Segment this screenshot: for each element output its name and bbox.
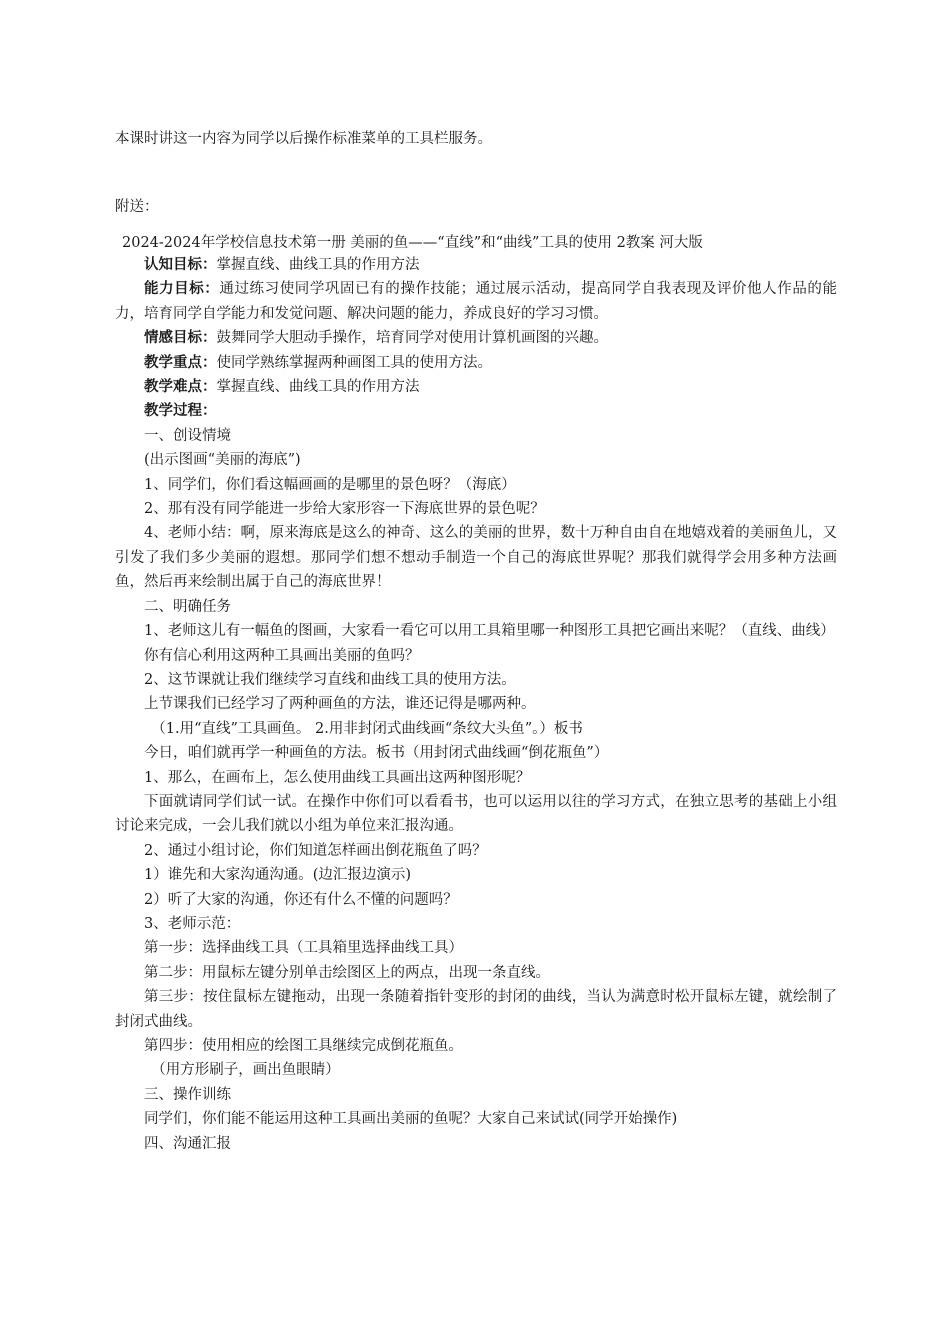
teaching-difficulty-label: 教学难点： (144, 378, 217, 396)
process-paragraph: 2、这节课就让我们继续学习直线和曲线工具的使用方法。 (144, 671, 516, 688)
teaching-key-point-text: 使同学熟练掌握两种画图工具的使用方法。 (216, 354, 492, 371)
process-paragraph: 四、沟通汇报 (144, 1135, 231, 1152)
process-paragraph: 第二步：用鼠标左键分别单击绘图区上的两点，出现一条直线。 (144, 964, 550, 981)
intro-line: 本课时讲这一内容为同学以后操作标准菜单的工具栏服务。 (115, 131, 492, 147)
teaching-key-point (115, 351, 837, 375)
ability-objective-text: 通过练习使同学巩固已有的操作技能；通过展示活动，提高同学自我表现及评价他人作品的能力，培育同学自学能力和发觉问题、解决问题的能力，养成良好的学习习惯。 (115, 281, 837, 322)
process-paragraph: 二、明确任务 (144, 598, 231, 615)
process-paragraph: 2、那有没有同学能进一步给大家形容一下海底世界的景色呢？ (144, 501, 545, 518)
process-paragraph: （1.用“直线”工具画鱼。 2.用非封闭式曲线画“条纹大头鱼”。）板书 (151, 720, 583, 737)
teaching-process-heading (115, 399, 837, 423)
emotion-objective-label: 情感目标： (144, 329, 217, 347)
process-paragraph: 2）听了大家的沟通，你还有什么不懂的问题吗？ (144, 891, 458, 908)
teaching-difficulty-text: 掌握直线、曲线工具的作用方法 (216, 379, 420, 396)
process-paragraph: 第三步：按住鼠标左键拖动，出现一条随着指针变形的封闭的曲线，当认为满意时松开鼠标左键，就绘制了封闭式曲线。 (115, 989, 837, 1030)
process-paragraph: 今日，咱们就再学一种画鱼的方法。板书（用封闭式曲线画“倒花瓶鱼”） (144, 745, 609, 762)
process-paragraph: 1）谁先和大家沟通沟通。(边汇报边演示) (144, 867, 412, 884)
process-paragraph: 第四步：使用相应的绘图工具继续完成倒花瓶鱼。 (144, 1038, 463, 1054)
process-paragraph: 1、那么，在画布上，怎么使用曲线工具画出这两种图形呢？ (144, 769, 531, 786)
process-paragraph: 1、同学们，你们看这幅画画的是哪里的景色呀？（海底） (144, 476, 516, 493)
lesson-title: 2024-2024年学校信息技术第一册 美丽的鱼——“直线”和“曲线”工具的使用 2教案 河大版 (122, 235, 703, 251)
process-paragraph: 2、通过小组讨论，你们知道怎样画出倒花瓶鱼了吗？ (144, 842, 487, 859)
lesson-body (115, 253, 837, 1156)
emotion-objective (115, 326, 837, 350)
process-paragraph: 第一步：选择曲线工具（工具箱里选择曲线工具） (144, 940, 463, 957)
process-paragraph: 同学们，你们能不能运用这种工具画出美丽的鱼呢？大家自己来试试(同学开始操作) (144, 1111, 678, 1128)
process-paragraph: （用方形刷子，画出鱼眼睛） (151, 1062, 340, 1079)
teaching-process-label: 教学过程： (144, 402, 217, 420)
process-paragraph: 4、老师小结：啊，原来海底是这么的神奇、这么的美丽的世界，数十万种自由自在地嬉戏着的美丽鱼儿，又引发了我们多少美丽的遐想。那同学们想不想动手制造一个自己的海底世界呢？那我们就得学会用多种方法画鱼，然后再来绘制出属于自己的海底世界！ (115, 525, 837, 591)
process-paragraph: 一、创设情境 (144, 427, 231, 444)
cognitive-objective-text: 掌握直线、曲线工具的作用方法 (216, 257, 420, 273)
process-paragraph: 3、老师示范： (144, 915, 241, 932)
process-paragraph: 1、老师这儿有一幅鱼的图画，大家看一看它可以用工具箱里哪一种图形工具把它画出来呢？（直线、曲线） (144, 623, 835, 640)
process-paragraph: 三、操作训练 (144, 1086, 231, 1103)
cognitive-objective (115, 253, 837, 277)
process-paragraph: 你有信心利用这两种工具画出美丽的鱼吗？ (144, 647, 420, 664)
process-paragraph: 下面就请同学们试一试。在操作中你们可以看看书，也可以运用以往的学习方式，在独立思考的基础上小组讨论来完成，一会儿我们就以小组为单位来汇报沟通。 (115, 793, 837, 835)
teaching-difficulty (115, 375, 837, 399)
appendix-label: 附送： (115, 199, 159, 215)
cognitive-objective-label: 认知目标： (144, 256, 217, 273)
emotion-objective-text: 鼓舞同学大胆动手操作，培育同学对使用计算机画图的兴趣。 (216, 330, 608, 347)
ability-objective (115, 277, 837, 326)
process-paragraph: 上节课我们已经学习了两种画鱼的方法，谁还记得是哪两种。 (144, 696, 536, 713)
ability-objective-label: 能力目标： (144, 280, 220, 298)
process-paragraph: (出示图画“美丽的海底”) (144, 452, 301, 469)
teaching-key-point-label: 教学重点： (144, 353, 217, 371)
